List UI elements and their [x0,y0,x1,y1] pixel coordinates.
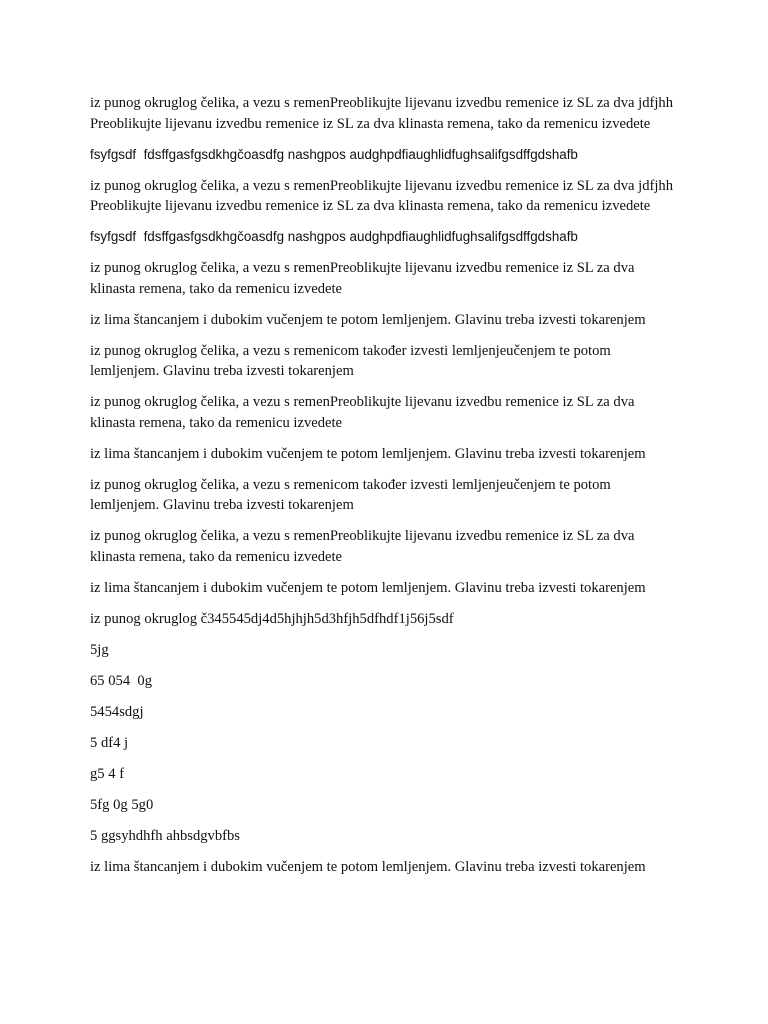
paragraph-8: iz punog okruglog čelika, a vezu s remenPreoblikujte lijevanu izvedbu remenice iz SL za dva klinasta remena, tako da remenicu izvedete [90,394,639,431]
paragraph-15: 65 054 0g [90,672,153,689]
paragraph-9: iz lima štancanjem i dubokim vučenjem te potom lemljenjem. Glavinu treba izvesti tokarenjem [90,445,646,462]
paragraph-2: fsyfgsdf fdsffgasfgsdkhgčoasdfg nashgpos audghpdfiaughlidfughsalifgsdffgdshafb [90,146,578,162]
paragraph-20: 5 ggsyhdhfh ahbsdgvbfbs [90,827,240,844]
paragraph-19: 5fg 0g 5g0 [90,796,154,813]
paragraph-1: iz punog okruglog čelika, a vezu s remenPreoblikujte lijevanu izvedbu remenice iz SL za dva jdfjhh Preoblikujte lijevanu izvedbu remenice iz SL za dva klinasta remena, tako da remenicu izvedete [90,95,677,132]
paragraph-3: iz punog okruglog čelika, a vezu s remenPreoblikujte lijevanu izvedbu remenice iz SL za dva jdfjhh Preoblikujte lijevanu izvedbu remenice iz SL za dva klinasta remena, tako da remenicu izvedete [90,177,677,214]
paragraph-7: iz punog okruglog čelika, a vezu s remenicom također izvesti lemljenjeučenjem te potom lemljenjem. Glavinu treba izvesti tokarenjem [90,342,615,379]
paragraph-14: 5jg [90,641,109,658]
paragraph-4: fsyfgsdf fdsffgasfgsdkhgčoasdfg nashgpos audghpdfiaughlidfughsalifgsdffgdshafb [90,229,578,244]
paragraph-12: iz lima štancanjem i dubokim vučenjem te potom lemljenjem. Glavinu treba izvesti tokarenjem [90,579,646,596]
paragraph-11: iz punog okruglog čelika, a vezu s remenPreoblikujte lijevanu izvedbu remenice iz SL za dva klinasta remena, tako da remenicu izvedete [90,528,639,565]
paragraph-17: 5 df4 j [90,734,129,751]
paragraph-18: g5 4 f [90,765,125,782]
paragraph-13: iz punog okruglog č345545dj4d5hjhjh5d3hfjh5dfhdf1j56j5sdf [90,610,454,627]
paragraph-21: iz lima štancanjem i dubokim vučenjem te potom lemljenjem. Glavinu treba izvesti tokarenjem [90,858,646,875]
paragraph-10: iz punog okruglog čelika, a vezu s remenicom također izvesti lemljenjeučenjem te potom lemljenjem. Glavinu treba izvesti tokarenjem [90,476,615,513]
paragraph-16: 5454sdgj [90,703,144,720]
paragraph-6: iz lima štancanjem i dubokim vučenjem te potom lemljenjem. Glavinu treba izvesti tokarenjem [90,311,646,328]
paragraph-5: iz punog okruglog čelika, a vezu s remenPreoblikujte lijevanu izvedbu remenice iz SL za dva klinasta remena, tako da remenicu izvedete [90,260,639,297]
